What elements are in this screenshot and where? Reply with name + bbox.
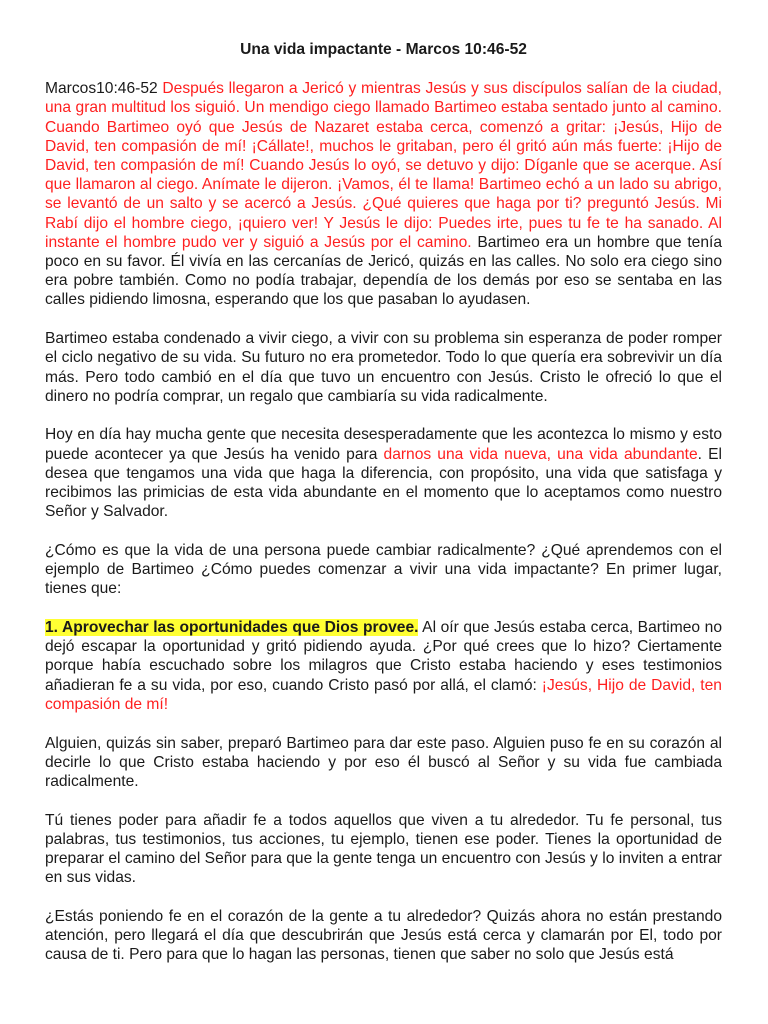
paragraph-7: Tú tienes poder para añadir fe a todos aquellos que viven a tu alrededor. Tu fe personal, tus palabras, tus testimonios, tus acciones, tu ejemplo, tienen ese poder. Tienes la oportunidad de preparar el camino del Señor para que la gente tenga un encuentro con Jesús y lo inviten a entrar en sus vidas. <box>45 811 722 887</box>
paragraph-8: ¿Estás poniendo fe en el corazón de la gente a tu alrededor? Quizás ahora no están prestando atención, pero llegará el día que descubrirán que Jesús está cerca y clamarán por El, todo por causa de ti. Pero para que lo hagan las personas, tienen que saber no solo que Jesús está <box>45 908 722 964</box>
paragraph-3 <box>45 425 722 521</box>
scripture-quote: Después llegaron a Jericó y mientras Jesús y sus discípulos salían de la ciudad, una gran multitud los siguió. Un mendigo ciego llamado Bartimeo estaba sentado junto al camino. Cuando Bartimeo oyó que Jesús de Nazaret estaba cerca, comenzó a gritar: ¡Jesús, Hijo de David, ten compasión de mí! ¡Cállate!, muchos le gritaban, pero él gritó aún más fuerte: ¡Hijo de David, ten compasión de mí! Cuando Jesús lo oyó, se detuvo y dijo: Díganle que se acerque. Así que llamaron al ciego. Anímate le dijeron. ¡Vamos, él te llama! Bartimeo echó a un lado su abrigo, se levantó de un salto y se acercó a Jesús. ¿Qué quieres que haga por ti? preguntó Jesús. Mi Rabí dijo el hombre ciego, ¡quiero ver! Y Jesús le dijo: Puedes irte, pues tu fe te ha sanado. Al instante el hombre pudo ver y siguió a Jesús por el camino. <box>45 80 722 251</box>
highlighted-point-heading: 1. Aprovechar las oportunidades que Dios provee. <box>45 619 419 637</box>
paragraph-5-red-text: ¡Jesús, Hijo de David, ten compasión de mí! <box>45 676 722 713</box>
document-page <box>45 40 722 984</box>
scripture-reference: Marcos10:46-52 <box>45 80 158 98</box>
document-title: Una vida impactante - Marcos 10:46-52 <box>240 41 527 58</box>
paragraph-5-text: Al oír que Jesús estaba cerca, Bartimeo no dejó escapar la oportunidad y gritó pidiendo ayuda. ¿Por qué crees que lo hizo? Ciertamente porque había escuchado sobre los milagros que Cristo estaba haciendo y eses testimonios añadieran fe a su vida, por eso, cuando Cristo pasó por allá, el clamó: <box>45 619 722 694</box>
paragraph-6: Alguien, quizás sin saber, preparó Bartimeo para dar este paso. Alguien puso fe en su corazón al decirle lo que Cristo estaba haciendo y por eso él buscó al Señor y su vida fue cambiada radicalmente. <box>45 734 722 790</box>
paragraph-1-text: Bartimeo era un hombre que tenía poco en su favor. Él vivía en las cercanías de Jericó, quizás en las calles. No solo era ciego sino era pobre también. Como no podía trabajar, dependía de los demás por eso se sentaba en las calles pidiendo limosna, esperando que los que pasaban lo ayudasen. <box>45 233 723 309</box>
paragraph-3-red-text: darnos una vida nueva, una vida abundante <box>383 445 698 463</box>
paragraph-3-text-b: . El desea que tengamos una vida que haga la diferencia, con propósito, una vida que satisfaga y recibimos las primicias de esta vida abundante en el momento que lo aceptamos como nuestro Señor y Salvador. <box>45 445 722 521</box>
paragraph-2: Bartimeo estaba condenado a vivir ciego, a vivir con su problema sin esperanza de poder romper el ciclo negativo de su vida. Su futuro no era prometedor. Todo lo que quería era sobrevivir un día más. Pero todo cambió en el día que tuvo un encuentro con Jesús. Cristo le ofreció lo que el dinero no podría comprar, un regalo que cambiaría su vida radicalmente. <box>45 330 722 405</box>
paragraph-3-text-a: Hoy en día hay mucha gente que necesita desesperadamente que les acontezca lo mismo y esto puede acontecer ya que Jesús ha venido para <box>45 426 722 463</box>
paragraph-1 <box>45 79 722 309</box>
paragraph-5 <box>45 618 722 714</box>
paragraph-4: ¿Cómo es que la vida de una persona puede cambiar radicalmente? ¿Qué aprendemos con el ejemplo de Bartimeo ¿Cómo puedes comenzar a vivir una vida impactante? En primer lugar, tienes que: <box>45 541 722 598</box>
